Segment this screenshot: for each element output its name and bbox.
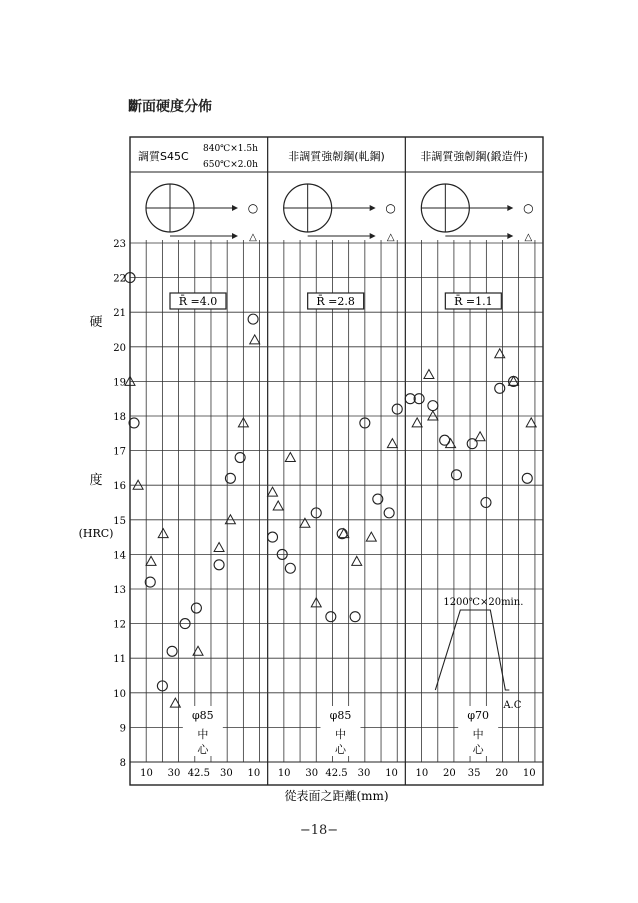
- document-title: 斷面硬度分佈: [128, 99, 212, 115]
- y-tick-label: 10: [113, 688, 126, 700]
- x-tick-label: 30: [219, 768, 233, 779]
- y-tick-label: 19: [113, 377, 126, 389]
- data-point-triangle: [214, 542, 224, 551]
- y-tick-label: 9: [119, 723, 126, 735]
- page-number: −18−: [299, 823, 339, 838]
- data-point-triangle: [146, 556, 156, 565]
- heat-treat-profile: [435, 610, 509, 690]
- center-label: 心: [335, 743, 346, 756]
- panel-header-title: 非調質強韌鋼(鍛造件): [420, 150, 528, 163]
- data-point-triangle: [428, 411, 438, 420]
- arrow-icon: [232, 233, 238, 239]
- x-tick-label: 20: [443, 768, 456, 779]
- diameter-label: φ85: [329, 709, 352, 722]
- r-value-label: R̄ =4.0: [178, 295, 218, 308]
- data-point-triangle: [250, 335, 260, 344]
- center-label: 中: [197, 728, 209, 741]
- y-label-part: (HRC): [78, 527, 114, 540]
- data-point-triangle: [424, 369, 434, 378]
- data-point-triangle: [387, 439, 397, 448]
- x-tick-label: 10: [247, 768, 261, 779]
- data-point-circle: [495, 383, 505, 393]
- x-tick-label: 30: [357, 768, 371, 779]
- cooling-label: A.C: [503, 700, 522, 711]
- y-tick-label: 15: [113, 515, 126, 527]
- data-point-circle: [268, 532, 278, 542]
- x-tick-label: 30: [167, 768, 181, 779]
- y-tick-label: 13: [113, 585, 126, 596]
- x-tick-label: 20: [495, 768, 509, 779]
- diameter-label: φ85: [191, 709, 214, 722]
- data-point-triangle: [158, 529, 168, 538]
- data-point-triangle: [495, 349, 505, 358]
- data-point-circle: [522, 473, 532, 483]
- y-tick-label: 23: [113, 239, 126, 250]
- panel-header-title: 調質S45C: [138, 150, 189, 163]
- y-tick-label: 17: [113, 446, 126, 458]
- arrow-icon: [232, 205, 238, 211]
- arrow-icon: [507, 205, 513, 211]
- legend-circle-symbol: ○: [385, 201, 396, 215]
- y-tick-label: 16: [113, 481, 126, 493]
- data-point-circle: [350, 612, 360, 622]
- diameter-label: φ70: [467, 709, 490, 722]
- arrow-icon: [370, 233, 376, 239]
- x-tick-label: 42.5: [187, 768, 210, 779]
- x-tick-label: 10: [385, 768, 398, 779]
- data-point-circle: [428, 401, 438, 411]
- x-tick-label: 35: [467, 768, 481, 779]
- data-point-circle: [214, 560, 224, 570]
- data-point-circle: [285, 563, 295, 573]
- chart-frame: [130, 137, 543, 785]
- data-point-triangle: [268, 487, 278, 496]
- data-point-circle: [326, 612, 336, 622]
- x-tick-label: 10: [277, 768, 291, 779]
- data-point-circle: [451, 470, 461, 480]
- data-point-triangle: [352, 556, 362, 565]
- legend-triangle-symbol: △: [524, 232, 533, 243]
- legend-circle-symbol: ○: [523, 201, 534, 215]
- data-point-circle: [167, 646, 177, 656]
- panel-header-condition: 840℃×1.5h: [203, 144, 258, 154]
- y-tick-label: 12: [113, 619, 126, 631]
- y-tick-label: 22: [113, 273, 126, 285]
- legend-circle-symbol: ○: [247, 201, 259, 215]
- y-label-part: 度: [89, 473, 103, 488]
- y-tick-label: 11: [113, 654, 126, 666]
- data-point-circle: [145, 577, 155, 587]
- center-label: 心: [472, 743, 484, 756]
- data-point-triangle: [412, 418, 422, 427]
- data-point-circle: [248, 314, 258, 324]
- legend-triangle-symbol: △: [386, 232, 395, 243]
- x-axis-title: 從表面之距離(mm): [284, 789, 389, 803]
- center-label: 中: [472, 728, 484, 741]
- x-tick-label: 10: [415, 768, 429, 779]
- y-tick-label: 21: [113, 308, 126, 320]
- center-label: 中: [335, 728, 346, 741]
- y-tick-label: 20: [113, 342, 126, 354]
- r-value-label: R̄ =2.8: [316, 295, 355, 308]
- arrow-icon: [370, 205, 376, 211]
- legend-triangle-symbol: △: [249, 232, 257, 243]
- y-tick-label: 8: [119, 758, 126, 769]
- x-tick-label: 30: [305, 768, 319, 779]
- x-tick-label: 42.5: [325, 768, 348, 779]
- heat-treat-label: 1200℃×20min.: [443, 597, 524, 608]
- x-tick-label: 10: [140, 768, 153, 779]
- x-tick-label: 10: [522, 768, 536, 779]
- data-point-triangle: [475, 432, 485, 441]
- r-value-label: R̄ =1.1: [454, 295, 493, 308]
- arrow-icon: [507, 233, 513, 239]
- y-tick-label: 14: [113, 550, 126, 562]
- panel-header-title: 非調質強韌鋼(軋鋼): [288, 150, 385, 163]
- center-label: 心: [197, 743, 209, 756]
- data-point-triangle: [366, 532, 376, 541]
- y-label-part: 硬: [89, 315, 103, 330]
- data-point-triangle: [133, 480, 143, 489]
- data-point-circle: [384, 508, 394, 518]
- data-point-circle: [191, 603, 201, 613]
- data-point-triangle: [285, 453, 295, 462]
- panel-header-condition: 650℃×2.0h: [203, 160, 258, 170]
- data-point-triangle: [273, 501, 283, 510]
- y-tick-label: 18: [113, 412, 126, 423]
